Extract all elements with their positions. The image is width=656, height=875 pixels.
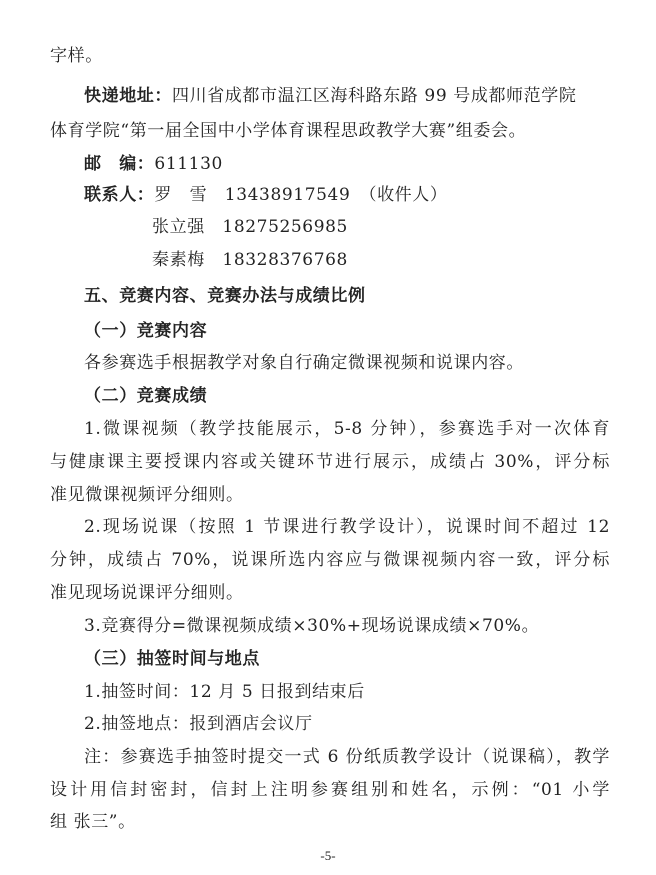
contact-3: 秦素梅 18328376768 [152, 250, 348, 270]
paragraph-line: 分钟，成绩占 70%，说课所选内容应与微课视频内容一致，评分标 [50, 550, 610, 570]
subsection-heading-1: （一）竞赛内容 [84, 321, 208, 341]
list-item: 1.抽签时间：12 月 5 日报到结束后 [84, 682, 365, 702]
subsection-heading-3: （三）抽签时间与地点 [84, 649, 260, 669]
section-heading: 五、竞赛内容、竞赛办法与成绩比例 [84, 286, 366, 306]
paragraph-line: 2.现场说课（按照 1 节课进行教学设计），说课时间不超过 12 [84, 517, 610, 537]
paragraph-line: 准见现场说课评分细则。 [50, 583, 244, 603]
paragraph-line: 与健康课主要授课内容或关键环节进行展示，成绩占 30%，评分标 [50, 452, 610, 472]
address-text: 四川省成都市温江区海科路东路 99 号成都师范学院 [172, 86, 577, 106]
list-item: 2.抽签地点：报到酒店会议厅 [84, 714, 313, 734]
subsection-heading-2: （二）竞赛成绩 [84, 386, 208, 406]
address-line-2: 体育学院“第一届全国中小学体育课程思政教学大赛”组委会。 [50, 121, 527, 141]
text-line: 字样。 [50, 46, 103, 66]
note-line: 设计用信封密封，信封上注明参赛组别和姓名，示例：“01 小学 [50, 780, 610, 800]
page-number: -5- [320, 848, 336, 863]
postcode-value: 611130 [154, 154, 223, 174]
postcode-label: 邮 编： [84, 154, 155, 174]
paragraph-line: 准见微课视频评分细则。 [50, 485, 244, 505]
paragraph-line: 1.微课视频（教学技能展示，5-8 分钟），参赛选手对一次体育 [84, 419, 610, 439]
postcode-line [84, 153, 610, 175]
contact-label: 联系人： [84, 185, 155, 205]
note-line: 注：参赛选手抽签时提交一式 6 份纸质教学设计（说课稿），教学 [84, 747, 610, 767]
note-line: 组 张三”。 [50, 812, 136, 832]
paragraph-line: 3.竞赛得分=微课视频成绩×30%+现场说课成绩×70%。 [84, 616, 540, 636]
contact-line-1 [84, 184, 610, 206]
contact-2: 张立强 18275256985 [152, 217, 348, 237]
paragraph: 各参赛选手根据教学对象自行确定微课视频和说课内容。 [84, 353, 524, 373]
address-line [84, 85, 610, 107]
address-label: 快递地址： [84, 86, 172, 106]
contact-1: 罗 雪 13438917549 （收件人） [154, 185, 448, 205]
